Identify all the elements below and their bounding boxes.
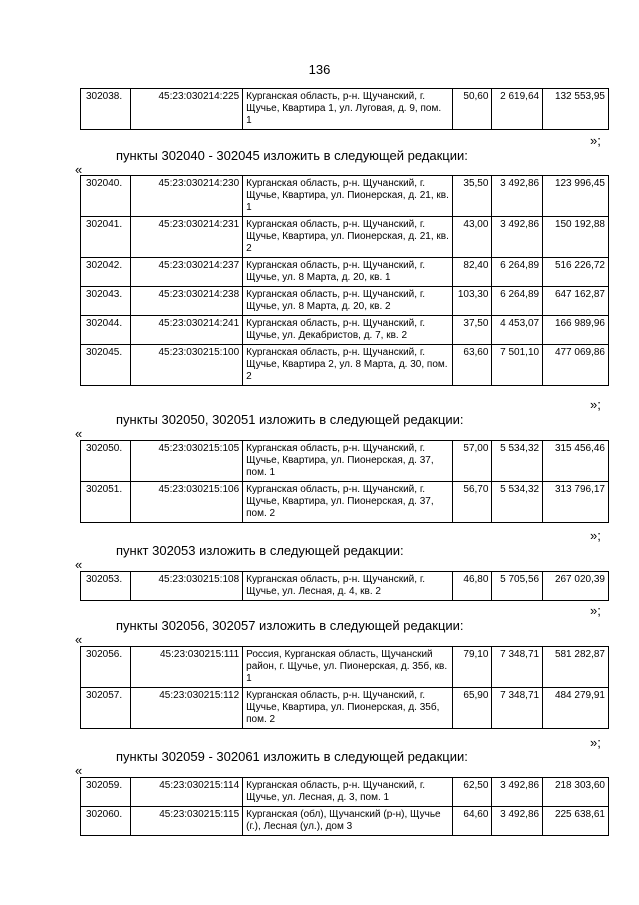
- unit-price: 6 264,89: [492, 287, 543, 316]
- area: 56,70: [452, 482, 492, 523]
- row-number: 302059.: [81, 778, 131, 807]
- unit-price: 5 534,32: [492, 441, 543, 482]
- unit-price: 7 348,71: [492, 688, 543, 729]
- table-row: [81, 441, 609, 482]
- address: Курганская область, р-н. Щучанский, г. Щучье, ул. Лесная, д. 4, кв. 2: [243, 572, 453, 601]
- cadastral-number: 45:23:030215:112: [130, 688, 242, 729]
- cadastral-number: 45:23:030215:100: [130, 345, 242, 386]
- unit-price: 4 453,07: [492, 316, 543, 345]
- area: 63,60: [452, 345, 492, 386]
- cadastral-number: 45:23:030214:241: [130, 316, 242, 345]
- total-value: 132 553,95: [543, 89, 609, 130]
- row-number: 302056.: [81, 647, 131, 688]
- unit-price: 3 492,86: [492, 807, 543, 836]
- address: Курганская область, р-н. Щучанский, г. Щучье, ул. Лесная, д. 3, пом. 1: [243, 778, 453, 807]
- register-table: [80, 175, 609, 386]
- cadastral-number: 45:23:030215:115: [130, 807, 242, 836]
- page-number: 136: [308, 62, 331, 77]
- total-value: 516 226,72: [543, 258, 609, 287]
- unit-price: 7 348,71: [492, 647, 543, 688]
- row-number: 302051.: [81, 482, 131, 523]
- cadastral-number: 45:23:030215:114: [130, 778, 242, 807]
- amendment-instruction: пункты 302056, 302057 изложить в следующей редакции:: [116, 618, 464, 633]
- address: Курганская область, р-н. Щучанский, г. Щучье, Квартира 2, ул. 8 Марта, д. 30, пом. 2: [243, 345, 453, 386]
- row-number: 302040.: [81, 176, 131, 217]
- row-number: 302044.: [81, 316, 131, 345]
- register-table: [80, 646, 609, 729]
- row-number: 302050.: [81, 441, 131, 482]
- row-number: 302038.: [81, 89, 131, 130]
- cadastral-number: 45:23:030215:106: [130, 482, 242, 523]
- address: Курганская (обл), Щучанский (р-н), Щучье (г.), Лесная (ул.), дом 3: [243, 807, 453, 836]
- area: 82,40: [452, 258, 492, 287]
- unit-price: 3 492,86: [492, 176, 543, 217]
- register-table: [80, 571, 609, 601]
- close-quote: »;: [590, 528, 601, 543]
- area: 37,50: [452, 316, 492, 345]
- close-quote: »;: [590, 735, 601, 750]
- total-value: 315 456,46: [543, 441, 609, 482]
- close-quote: »;: [590, 603, 601, 618]
- table-row: [81, 89, 609, 130]
- area: 65,90: [452, 688, 492, 729]
- unit-price: 7 501,10: [492, 345, 543, 386]
- table-row: [81, 287, 609, 316]
- address: Курганская область, р-н. Щучанский, г. Щучье, Квартира, ул. Пионерская, д. 37, пом. 1: [243, 441, 453, 482]
- register-table: [80, 88, 609, 130]
- total-value: 477 069,86: [543, 345, 609, 386]
- open-quote: «: [75, 162, 83, 177]
- address: Курганская область, р-н. Щучанский, г. Щучье, Квартира, ул. Пионерская, д. 21, кв. 1: [243, 176, 453, 217]
- cadastral-number: 45:23:030215:105: [130, 441, 242, 482]
- address: Курганская область, р-н. Щучанский, г. Щучье, Квартира 1, ул. Луговая, д. 9, пом. 1: [243, 89, 453, 130]
- total-value: 123 996,45: [543, 176, 609, 217]
- row-number: 302060.: [81, 807, 131, 836]
- total-value: 313 796,17: [543, 482, 609, 523]
- open-quote: «: [75, 557, 83, 572]
- unit-price: 5 534,32: [492, 482, 543, 523]
- cadastral-number: 45:23:030214:230: [130, 176, 242, 217]
- register-table: [80, 440, 609, 523]
- total-value: 166 989,96: [543, 316, 609, 345]
- amendment-instruction: пункты 302050, 302051 изложить в следующей редакции:: [116, 412, 464, 427]
- total-value: 484 279,91: [543, 688, 609, 729]
- row-number: 302041.: [81, 217, 131, 258]
- total-value: 581 282,87: [543, 647, 609, 688]
- cadastral-number: 45:23:030215:108: [130, 572, 242, 601]
- open-quote: «: [75, 426, 83, 441]
- amendment-instruction: пункты 302040 - 302045 изложить в следующей редакции:: [116, 148, 468, 163]
- address: Россия, Курганская область, Щучанский район, г. Щучье, ул. Пионерская, д. 35б, кв. 1: [243, 647, 453, 688]
- cadastral-number: 45:23:030215:111: [130, 647, 242, 688]
- open-quote: «: [75, 632, 83, 647]
- address: Курганская область, р-н. Щучанский, г. Щучье, ул. 8 Марта, д. 20, кв. 2: [243, 287, 453, 316]
- table-row: [81, 807, 609, 836]
- total-value: 150 192,88: [543, 217, 609, 258]
- unit-price: 2 619,64: [492, 89, 543, 130]
- table-row: [81, 345, 609, 386]
- open-quote: «: [75, 763, 83, 778]
- row-number: 302045.: [81, 345, 131, 386]
- table-row: [81, 778, 609, 807]
- area: 64,60: [452, 807, 492, 836]
- area: 35,50: [452, 176, 492, 217]
- area: 43,00: [452, 217, 492, 258]
- close-quote: »;: [590, 397, 601, 412]
- register-table: [80, 777, 609, 836]
- table-row: [81, 176, 609, 217]
- amendment-instruction: пункты 302059 - 302061 изложить в следующей редакции:: [116, 749, 468, 764]
- address: Курганская область, р-н. Щучанский, г. Щучье, ул. 8 Марта, д. 20, кв. 1: [243, 258, 453, 287]
- address: Курганская область, р-н. Щучанский, г. Щучье, Квартира, ул. Пионерская, д. 21, кв. 2: [243, 217, 453, 258]
- area: 79,10: [452, 647, 492, 688]
- table-row: [81, 572, 609, 601]
- unit-price: 6 264,89: [492, 258, 543, 287]
- address: Курганская область, р-н. Щучанский, г. Щучье, ул. Декабристов, д. 7, кв. 2: [243, 316, 453, 345]
- address: Курганская область, р-н. Щучанский, г. Щучье, Квартира, ул. Пионерская, д. 35б, пом. 2: [243, 688, 453, 729]
- table-row: [81, 647, 609, 688]
- unit-price: 3 492,86: [492, 778, 543, 807]
- row-number: 302057.: [81, 688, 131, 729]
- row-number: 302053.: [81, 572, 131, 601]
- table-row: [81, 217, 609, 258]
- unit-price: 5 705,56: [492, 572, 543, 601]
- cadastral-number: 45:23:030214:231: [130, 217, 242, 258]
- area: 46,80: [452, 572, 492, 601]
- address: Курганская область, р-н. Щучанский, г. Щучье, Квартира, ул. Пионерская, д. 37, пом. 2: [243, 482, 453, 523]
- row-number: 302042.: [81, 258, 131, 287]
- area: 57,00: [452, 441, 492, 482]
- area: 50,60: [452, 89, 492, 130]
- cadastral-number: 45:23:030214:225: [130, 89, 242, 130]
- total-value: 267 020,39: [543, 572, 609, 601]
- cadastral-number: 45:23:030214:238: [130, 287, 242, 316]
- total-value: 225 638,61: [543, 807, 609, 836]
- table-row: [81, 482, 609, 523]
- table-row: [81, 688, 609, 729]
- area: 62,50: [452, 778, 492, 807]
- table-row: [81, 258, 609, 287]
- total-value: 218 303,60: [543, 778, 609, 807]
- total-value: 647 162,87: [543, 287, 609, 316]
- area: 103,30: [452, 287, 492, 316]
- row-number: 302043.: [81, 287, 131, 316]
- amendment-instruction: пункт 302053 изложить в следующей редакции:: [116, 543, 404, 558]
- table-row: [81, 316, 609, 345]
- cadastral-number: 45:23:030214:237: [130, 258, 242, 287]
- unit-price: 3 492,86: [492, 217, 543, 258]
- close-quote: »;: [590, 133, 601, 148]
